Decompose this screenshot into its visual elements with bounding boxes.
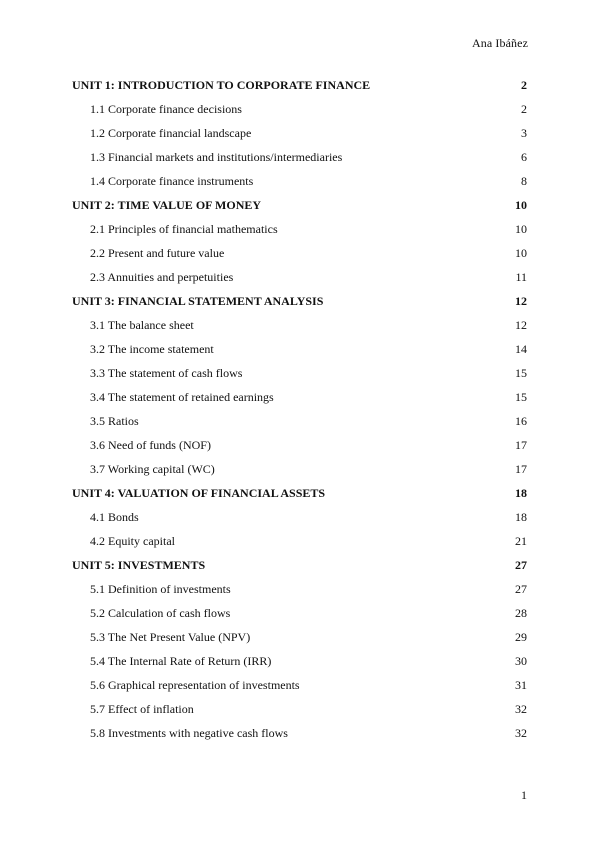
toc-entry-section[interactable] [72,457,527,481]
toc-entry-title: 1.4 Corporate finance instruments [90,174,254,188]
toc-entry-page: 27 [515,558,527,572]
toc-entry-page: 18 [515,510,527,524]
toc-entry-section[interactable] [72,649,527,673]
toc-entry-title: UNIT 5: INVESTMENTS [72,558,206,572]
toc-entry-section[interactable] [72,217,527,241]
toc-entry-title: 3.1 The balance sheet [90,318,194,332]
toc-entry-title: 5.3 The Net Present Value (NPV) [90,630,251,644]
toc-entry-page: 12 [515,318,527,332]
toc-entry-section[interactable] [72,121,527,145]
toc-entry-unit-4[interactable] [72,481,527,505]
table-of-contents [72,73,527,745]
toc-entry-unit-2[interactable] [72,193,527,217]
toc-entry-page: 27 [515,582,527,596]
toc-entry-section[interactable] [72,577,527,601]
toc-entry-section[interactable] [72,601,527,625]
toc-entry-page: 28 [515,606,527,620]
page-number: 1 [521,788,527,802]
toc-entry-page: 14 [515,342,527,356]
toc-entry-section[interactable] [72,169,527,193]
toc-entry-section[interactable] [72,697,527,721]
toc-entry-page: 10 [515,198,527,212]
toc-entry-title: 3.5 Ratios [90,414,139,428]
toc-entry-title: 1.2 Corporate financial landscape [90,126,252,140]
toc-entry-section[interactable] [72,529,527,553]
toc-entry-title: UNIT 1: INTRODUCTION TO CORPORATE FINANCE [72,78,371,92]
toc-entry-section[interactable] [72,97,527,121]
toc-entry-section[interactable] [72,433,527,457]
toc-entry-section[interactable] [72,241,527,265]
toc-entry-title: 5.7 Effect of inflation [90,702,194,716]
toc-entry-section[interactable] [72,673,527,697]
toc-entry-title: 1.3 Financial markets and institutions/intermediaries [90,150,343,164]
toc-entry-page: 29 [515,630,527,644]
toc-entry-title: 2.1 Principles of financial mathematics [90,222,278,236]
toc-entry-title: 4.1 Bonds [90,510,139,524]
toc-entry-unit-5[interactable] [72,553,527,577]
toc-entry-title: 3.3 The statement of cash flows [90,366,243,380]
toc-entry-page: 17 [515,438,527,452]
toc-entry-page: 11 [515,270,527,284]
toc-entry-page: 17 [515,462,527,476]
toc-entry-page: 32 [515,702,527,716]
toc-entry-title: 3.7 Working capital (WC) [90,462,215,476]
toc-entry-page: 15 [515,390,527,404]
toc-entry-title: 4.2 Equity capital [90,534,175,548]
toc-entry-title: 3.2 The income statement [90,342,214,356]
toc-entry-title: 5.2 Calculation of cash flows [90,606,231,620]
toc-entry-section[interactable] [72,385,527,409]
toc-entry-section[interactable] [72,505,527,529]
toc-entry-section[interactable] [72,361,527,385]
header-author: Ana Ibáñez [472,36,528,50]
toc-entry-section[interactable] [72,265,527,289]
toc-entry-title: 3.6 Need of funds (NOF) [90,438,211,452]
toc-entry-section[interactable] [72,409,527,433]
toc-entry-page: 8 [521,174,527,188]
toc-entry-title: 5.6 Graphical representation of investments [90,678,300,692]
toc-entry-page: 32 [515,726,527,740]
toc-entry-page: 18 [515,486,527,500]
toc-entry-title: 3.4 The statement of retained earnings [90,390,274,404]
toc-entry-title: 2.2 Present and future value [90,246,225,260]
toc-entry-title: 5.4 The Internal Rate of Return (IRR) [90,654,272,668]
toc-entry-page: 21 [515,534,527,548]
toc-entry-page: 2 [521,78,527,92]
toc-entry-unit-1[interactable] [72,73,527,97]
toc-entry-section[interactable] [72,721,527,745]
toc-entry-page: 3 [521,126,527,140]
toc-entry-title: 2.3 Annuities and perpetuities [90,270,234,284]
toc-entry-title: 5.1 Definition of investments [90,582,231,596]
toc-entry-section[interactable] [72,313,527,337]
toc-entry-page: 30 [515,654,527,668]
toc-entry-title: 5.8 Investments with negative cash flows [90,726,288,740]
toc-entry-page: 2 [521,102,527,116]
toc-entry-title: UNIT 3: FINANCIAL STATEMENT ANALYSIS [72,294,324,308]
toc-entry-section[interactable] [72,145,527,169]
toc-entry-section[interactable] [72,337,527,361]
toc-entry-title: UNIT 4: VALUATION OF FINANCIAL ASSETS [72,486,326,500]
toc-entry-page: 10 [515,246,527,260]
toc-entry-title: UNIT 2: TIME VALUE OF MONEY [72,198,262,212]
toc-entry-page: 12 [515,294,527,308]
toc-entry-page: 6 [521,150,527,164]
toc-entry-page: 10 [515,222,527,236]
toc-entry-title: 1.1 Corporate finance decisions [90,102,242,116]
toc-entry-section[interactable] [72,625,527,649]
toc-entry-page: 16 [515,414,527,428]
toc-entry-unit-3[interactable] [72,289,527,313]
toc-entry-page: 15 [515,366,527,380]
toc-entry-page: 31 [515,678,527,692]
